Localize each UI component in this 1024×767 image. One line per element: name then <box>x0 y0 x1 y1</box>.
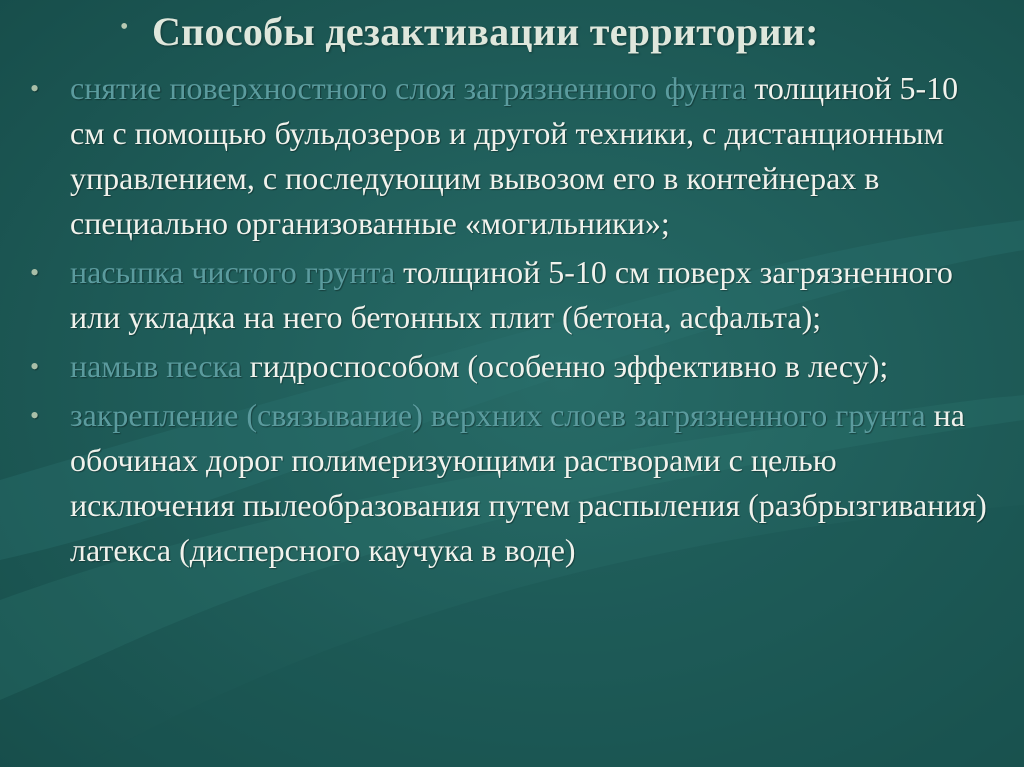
item-highlight: закрепление (связывание) верхних слоев загрязненного грунта <box>70 397 926 433</box>
list-item <box>30 393 1000 573</box>
list-item <box>30 250 1000 340</box>
title-bullet-icon: • <box>120 14 129 40</box>
title-row <box>120 6 1000 56</box>
item-text: гидроспособом (особенно эффективно в лесу); <box>241 348 889 384</box>
list-item <box>30 66 1000 246</box>
bullet-icon: • <box>30 74 40 103</box>
bullet-list <box>30 66 1000 577</box>
list-item <box>30 344 1000 389</box>
item-text: на обочинах дорог полимеризующими растворами с целью исключения пылеобразования путем распыления (разбрызгивания) латекса (дисперсного каучука в воде) <box>70 397 987 568</box>
item-highlight: снятие поверхностного слоя загрязненного фунта <box>70 70 747 106</box>
slide-title: Способы дезактивации территории: <box>152 8 819 54</box>
item-highlight: намыв песка <box>70 348 242 384</box>
item-highlight: насыпка чистого грунта <box>70 254 396 290</box>
bullet-icon: • <box>30 258 40 287</box>
item-text: толщиной 5-10 см поверх загрязненного или укладка на него бетонных плит (бетона, асфальта); <box>70 254 953 335</box>
item-text: толщиной 5-10 см с помощью бульдозеров и другой техники, с дистанционным управлением, с последующим вывозом его в контейнерах в специально организованные «могильники»; <box>70 70 959 241</box>
bullet-icon: • <box>30 401 40 430</box>
bullet-icon: • <box>30 352 40 381</box>
